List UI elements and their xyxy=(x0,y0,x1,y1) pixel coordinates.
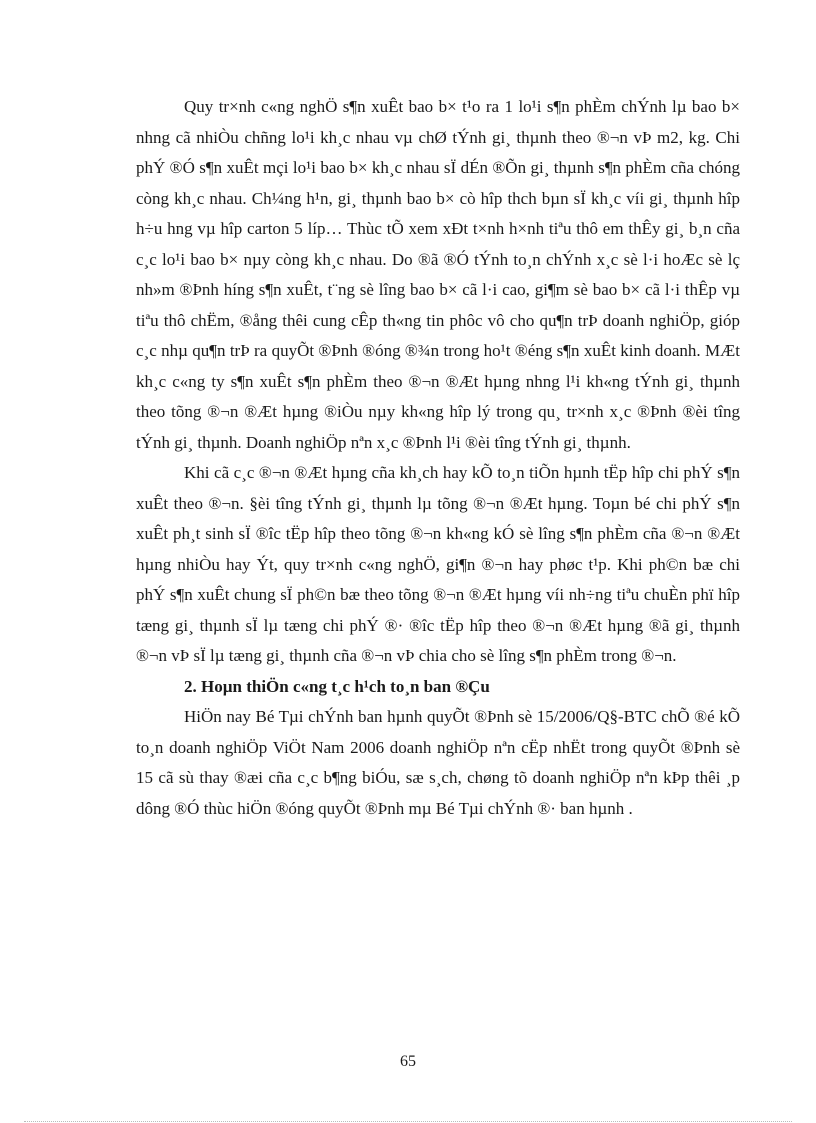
paragraph-2: Khi cã c¸c ®¬n ®Æt hµng cña kh¸ch hay kÕ to¸n tiÕn hµnh tËp hîp chi phÝ s¶n xuÊt theo ®¬n. §èi tîng tÝnh gi¸ thµnh lµ tõng ®¬n ®Æt hµng. Toµn bé chi phÝ s¶n xuÊt ph¸t sinh sÏ ®îc tËp hîp theo tõng ®¬n kh«ng kÓ sè lîng s¶n phÈm cña ®¬n ®Æt hµng nhiÒu hay Ýt, quy tr×nh c«ng nghÖ, gi¶n ®¬n hay phøc t¹p. Khi ph©n bæ chi phÝ s¶n xuÊt chung sÏ ph©n bæ theo tõng ®¬n ®Æt hµng víi nh÷ng tiªu chuÈn phï hîp tæng gi¸ thµnh sÏ lµ tæng chi phÝ ®· ®îc tËp hîp theo ®¬n ®Æt hµng ®ã gi¸ thµnh ®¬n vÞ sÏ lµ tæng gi¸ thµnh cña ®¬n vÞ chia cho sè lîng s¶n phÈm trong ®¬n. xyxy=(136,463,740,665)
bottom-divider xyxy=(24,1121,792,1122)
paragraph-1: Quy tr×nh c«ng nghÖ s¶n xuÊt bao b× t¹o ra 1 lo¹i s¶n phÈm chÝnh lµ bao b× nhng cã nhiÒu chñng lo¹i kh¸c nhau vµ chØ tÝnh gi¸ thµnh theo ®¬n vÞ m2, kg. Chi phÝ ®Ó s¶n xuÊt mçi lo¹i bao b× kh¸c nhau sÏ dÉn ®Õn gi¸ thµnh s¶n phÈm cña chóng còng kh¸c nhau. Ch¼ng h¹n, gi¸ thµnh bao b× cò hîp thch bµn sÏ kh¸c víi gi¸ thµnh hîp h÷u hng vµ hîp carton 5 líp… Thùc tÕ xem xÐt t×nh h×nh tiªu thô em thÊy gi¸ b¸n cña c¸c lo¹i bao b× nµy còng kh¸c nhau. Do ®ã ®Ó tÝnh to¸n chÝnh x¸c sè l·i hoÆc sè lç nh»m ®Þnh híng s¶n xuÊt, t¨ng sè lîng bao b× cã l·i cao, gi¶m sè bao b× cã l·i thÊp vµ tiªu thô chËm, ®ång thêi cung cÊp th«ng tin phôc vô cho qu¶n trÞ doanh nghiÖp, gióp c¸c nhµ qu¶n trÞ ra quyÕt ®Þnh ®óng ®¾n trong ho¹t ®éng s¶n xuÊt kinh doanh. MÆt kh¸c c«ng ty s¶n xuÊt s¶n phÈm theo ®¬n ®Æt hµng nhng l¹i kh«ng tÝnh gi¸ thµnh theo tõng ®¬n ®Æt hµng ®iÒu nµy kh«ng hîp lý trong qu¸ tr×nh x¸c ®Þnh ®èi tîng tÝnh gi¸ thµnh. Doanh nghiÖp nªn x¸c ®Þnh l¹i ®èi tîng tÝnh gi¸ thµnh. xyxy=(136,97,740,452)
section-heading: 2. Hoµn thiÖn c«ng t¸c h¹ch to¸n ban ®Çu xyxy=(184,676,490,696)
body-text xyxy=(136,92,740,824)
paragraph-3: HiÖn nay Bé Tµi chÝnh ban hµnh quyÕt ®Þnh sè 15/2006/Q§-BTC chÕ ®é kÕ to¸n doanh nghiÖp ViÖt Nam 2006 doanh nghiÖp nªn cËp nhËt trong quyÕt ®Þnh sè 15 cã sù thay ®æi cña c¸c b¶ng biÓu, sæ s¸ch, chøng tõ doanh nghiÖp nªn kÞp thêi ¸p dông ®Ó thùc hiÖn ®óng quyÕt ®Þnh mµ Bé Tµi chÝnh ®· ban hµnh . xyxy=(136,707,740,818)
page-number: 65 xyxy=(400,1053,416,1070)
